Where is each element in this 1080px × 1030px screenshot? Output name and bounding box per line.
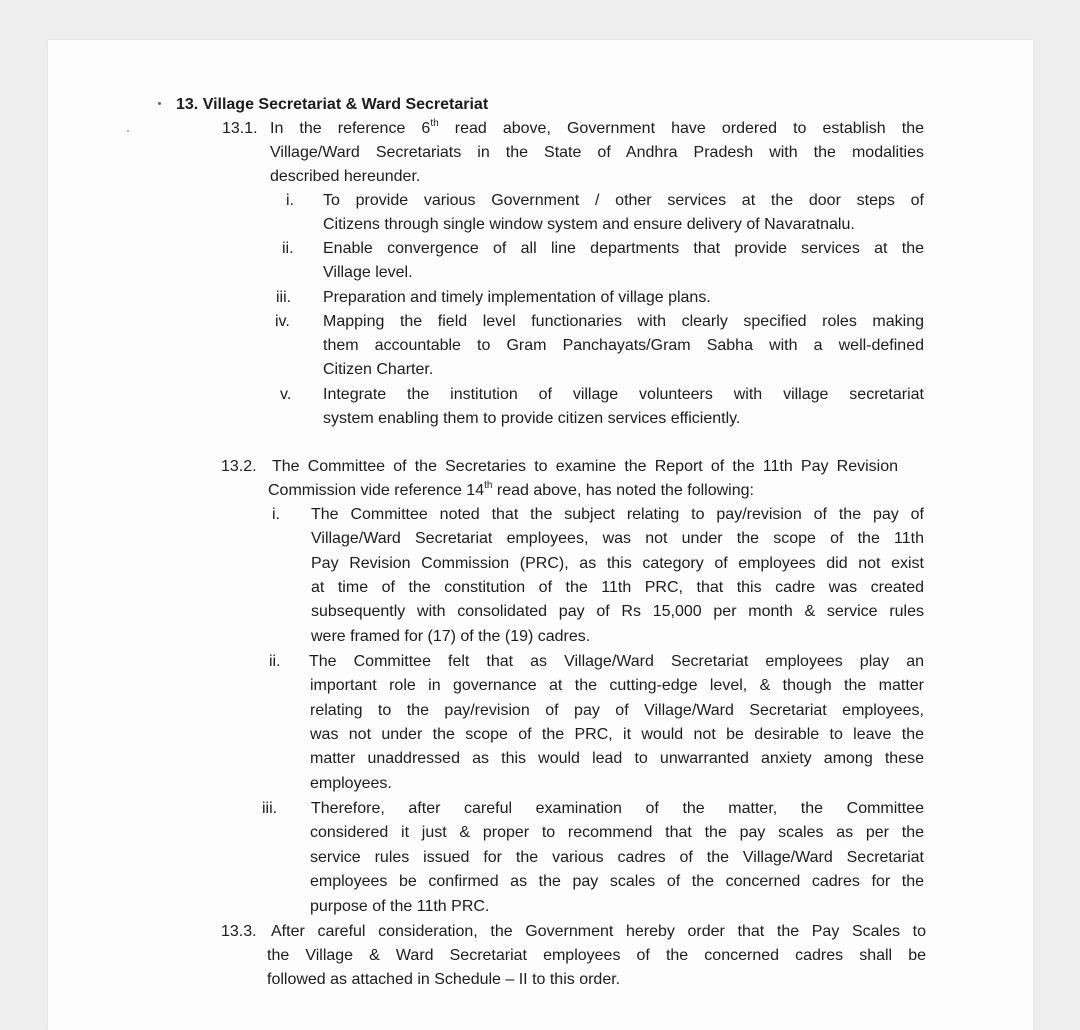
list-item-line: them accountable to Gram Panchayats/Gram Sabha with a well-defined <box>323 337 924 354</box>
list-item-roman: ii. <box>282 240 294 257</box>
para-13-1-line: Village/Ward Secretariats in the State of Andhra Pradesh with the modalities <box>270 144 924 161</box>
para-13-1-line: described hereunder. <box>270 168 421 185</box>
list-item-line: To provide various Government / other services at the door steps of <box>323 192 924 209</box>
scan-speck <box>127 130 129 132</box>
list-item-line: considered it just & proper to recommend that the pay scales as per the <box>310 824 924 841</box>
list-item-line: The Committee noted that the subject relating to pay/revision of the pay of <box>311 506 924 523</box>
list-item-line: service rules issued for the various cadres of the Village/Ward Secretariat <box>310 849 924 866</box>
list-item-line: Mapping the field level functionaries with clearly specified roles making <box>323 313 924 330</box>
list-item-line: Pay Revision Commission (PRC), as this category of employees did not exist <box>311 555 924 572</box>
list-item-line: Citizens through single window system and ensure delivery of Navaratnalu. <box>323 216 855 233</box>
list-item-roman: v. <box>280 386 292 403</box>
list-item-line: Village level. <box>323 264 413 281</box>
list-item-line: employees. <box>310 775 392 792</box>
para-13-3-line: the Village & Ward Secretariat employees of the concerned cadres shall be <box>267 947 926 964</box>
para-13-2-line: Commission vide reference 14th read above, has noted the following: <box>268 479 754 499</box>
list-item-roman: iii. <box>276 289 292 306</box>
list-item-roman: iii. <box>262 800 278 817</box>
list-item-roman: ii. <box>269 653 281 670</box>
list-item-line: system enabling them to provide citizen services efficiently. <box>323 410 741 427</box>
list-item-line: Village/Ward Secretariat employees, was not under the scope of the 11th <box>311 530 924 547</box>
bullet-mark <box>158 102 161 105</box>
list-item-line: Enable convergence of all line departments that provide services at the <box>323 240 924 257</box>
list-item-line: employees be confirmed as the pay scales of the concerned cadres for the <box>310 873 924 890</box>
para-13-2-line: The Committee of the Secretaries to examine the Report of the 11th Pay Revision <box>272 458 898 475</box>
list-item-line: at time of the constitution of the 11th PRC, that this cadre was created <box>311 579 924 596</box>
list-item-roman: i. <box>272 506 280 523</box>
list-item-line: The Committee felt that as Village/Ward Secretariat employees play an <box>309 653 924 670</box>
list-item-roman: iv. <box>275 313 290 330</box>
list-item-line: purpose of the 11th PRC. <box>310 898 490 915</box>
list-item-line: Integrate the institution of village volunteers with village secretariat <box>323 386 924 403</box>
para-13-3-number: 13.3. <box>221 923 257 940</box>
list-item-roman: i. <box>286 192 294 209</box>
para-13-1-number: 13.1. <box>222 120 258 137</box>
section-heading: 13. Village Secretariat & Ward Secretariat <box>176 96 489 113</box>
para-13-2-number: 13.2. <box>221 458 257 475</box>
para-13-1-line: In the reference 6th read above, Government have ordered to establish the <box>270 117 924 137</box>
list-item-line: relating to the pay/revision of pay of Village/Ward Secretariat employees, <box>310 702 924 719</box>
list-item-line: important role in governance at the cutting-edge level, & though the matter <box>310 677 924 694</box>
list-item-line: Citizen Charter. <box>323 361 434 378</box>
para-13-3-line: After careful consideration, the Government hereby order that the Pay Scales to <box>271 923 926 940</box>
list-item-line: Therefore, after careful examination of the matter, the Committee <box>311 800 924 817</box>
list-item-line: was not under the scope of the PRC, it would not be desirable to leave the <box>310 726 924 743</box>
para-13-3-line: followed as attached in Schedule – II to this order. <box>267 971 621 988</box>
list-item-line: matter unaddressed as this would lead to unwarranted anxiety among these <box>310 750 924 767</box>
list-item-line: were framed for (17) of the (19) cadres. <box>311 628 591 645</box>
list-item-line: subsequently with consolidated pay of Rs 15,000 per month & service rules <box>311 603 924 620</box>
list-item-line: Preparation and timely implementation of village plans. <box>323 289 711 306</box>
